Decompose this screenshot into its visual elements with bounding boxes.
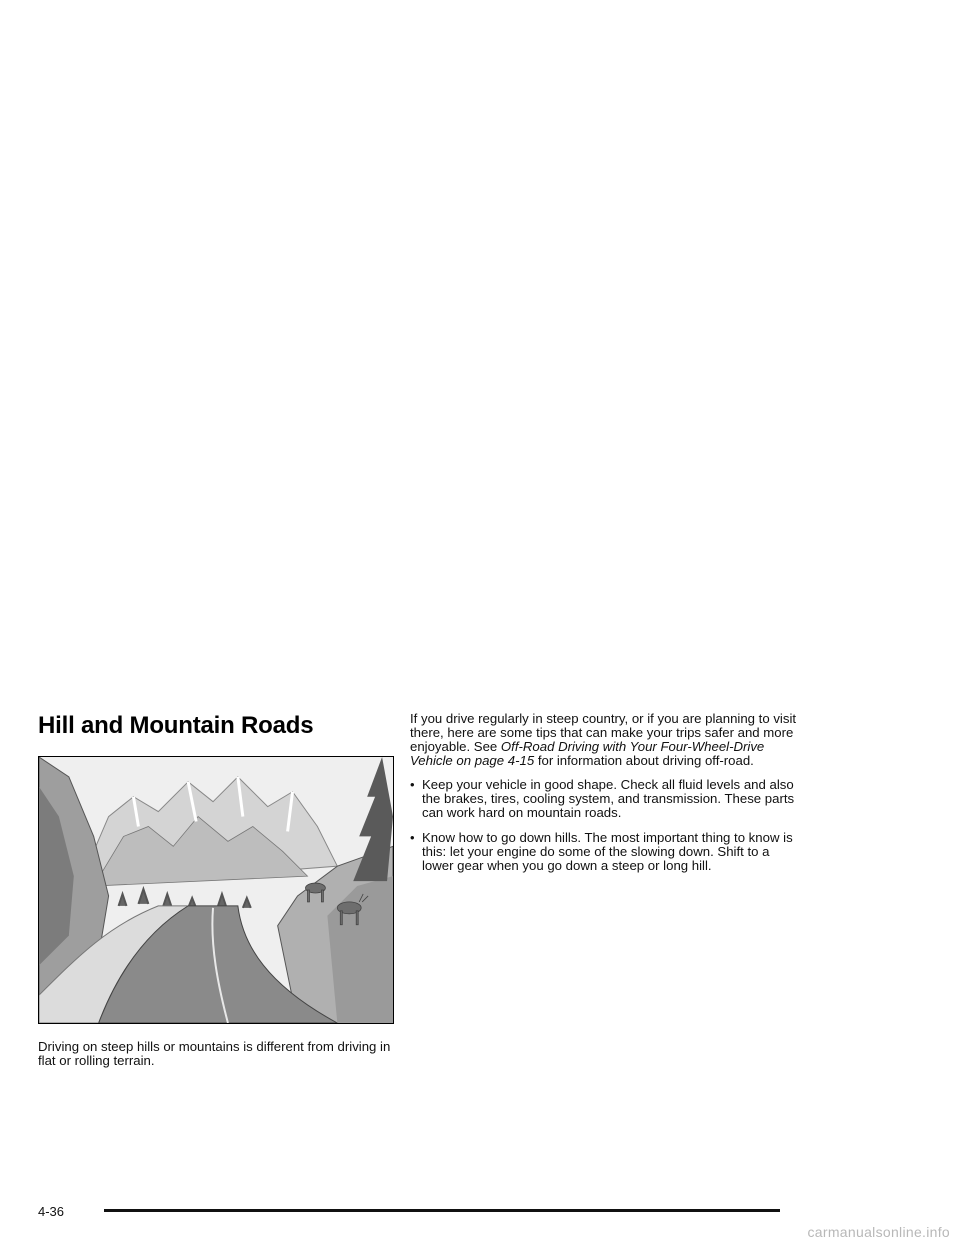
footer-divider <box>104 1209 780 1212</box>
bullet-icon: • <box>410 830 415 845</box>
section-title: Hill and Mountain Roads <box>38 712 314 739</box>
mountain-road-illustration <box>38 756 394 1024</box>
off-road-reference-link[interactable]: Off-Road Driving with Your Four-Wheel-Drive Vehicle on page 4-15 <box>410 739 765 768</box>
watermark: carmanualsonline.info <box>807 1224 950 1240</box>
intro-text-after: for information about driving off-road. <box>534 753 754 768</box>
list-item <box>410 831 800 873</box>
bullet-icon: • <box>410 777 415 792</box>
page-number: 4-36 <box>38 1204 65 1219</box>
mountain-road-drawing <box>39 757 393 1023</box>
list-item <box>410 778 800 820</box>
list-item-text: Keep your vehicle in good shape. Check all fluid levels and also the brakes, tires, cooling system, and transmission. These parts can work hard on mountain roads. <box>422 777 795 820</box>
right-column <box>410 712 800 884</box>
illustration-caption: Driving on steep hills or mountains is different from driving in flat or rolling terrain. <box>38 1039 391 1068</box>
intro-paragraph <box>410 712 800 768</box>
list-item-text: Know how to go down hills. The most important thing to know is this: let your engine do some of the slowing down. Shift to a lower gear when you go down a steep or long hill. <box>422 830 793 873</box>
tips-list <box>410 778 800 873</box>
intro-text-before: If you drive regularly in steep country, or if you are planning to visit there, here are some tips that can make your trips safer and more enjoyable. See <box>410 711 797 754</box>
